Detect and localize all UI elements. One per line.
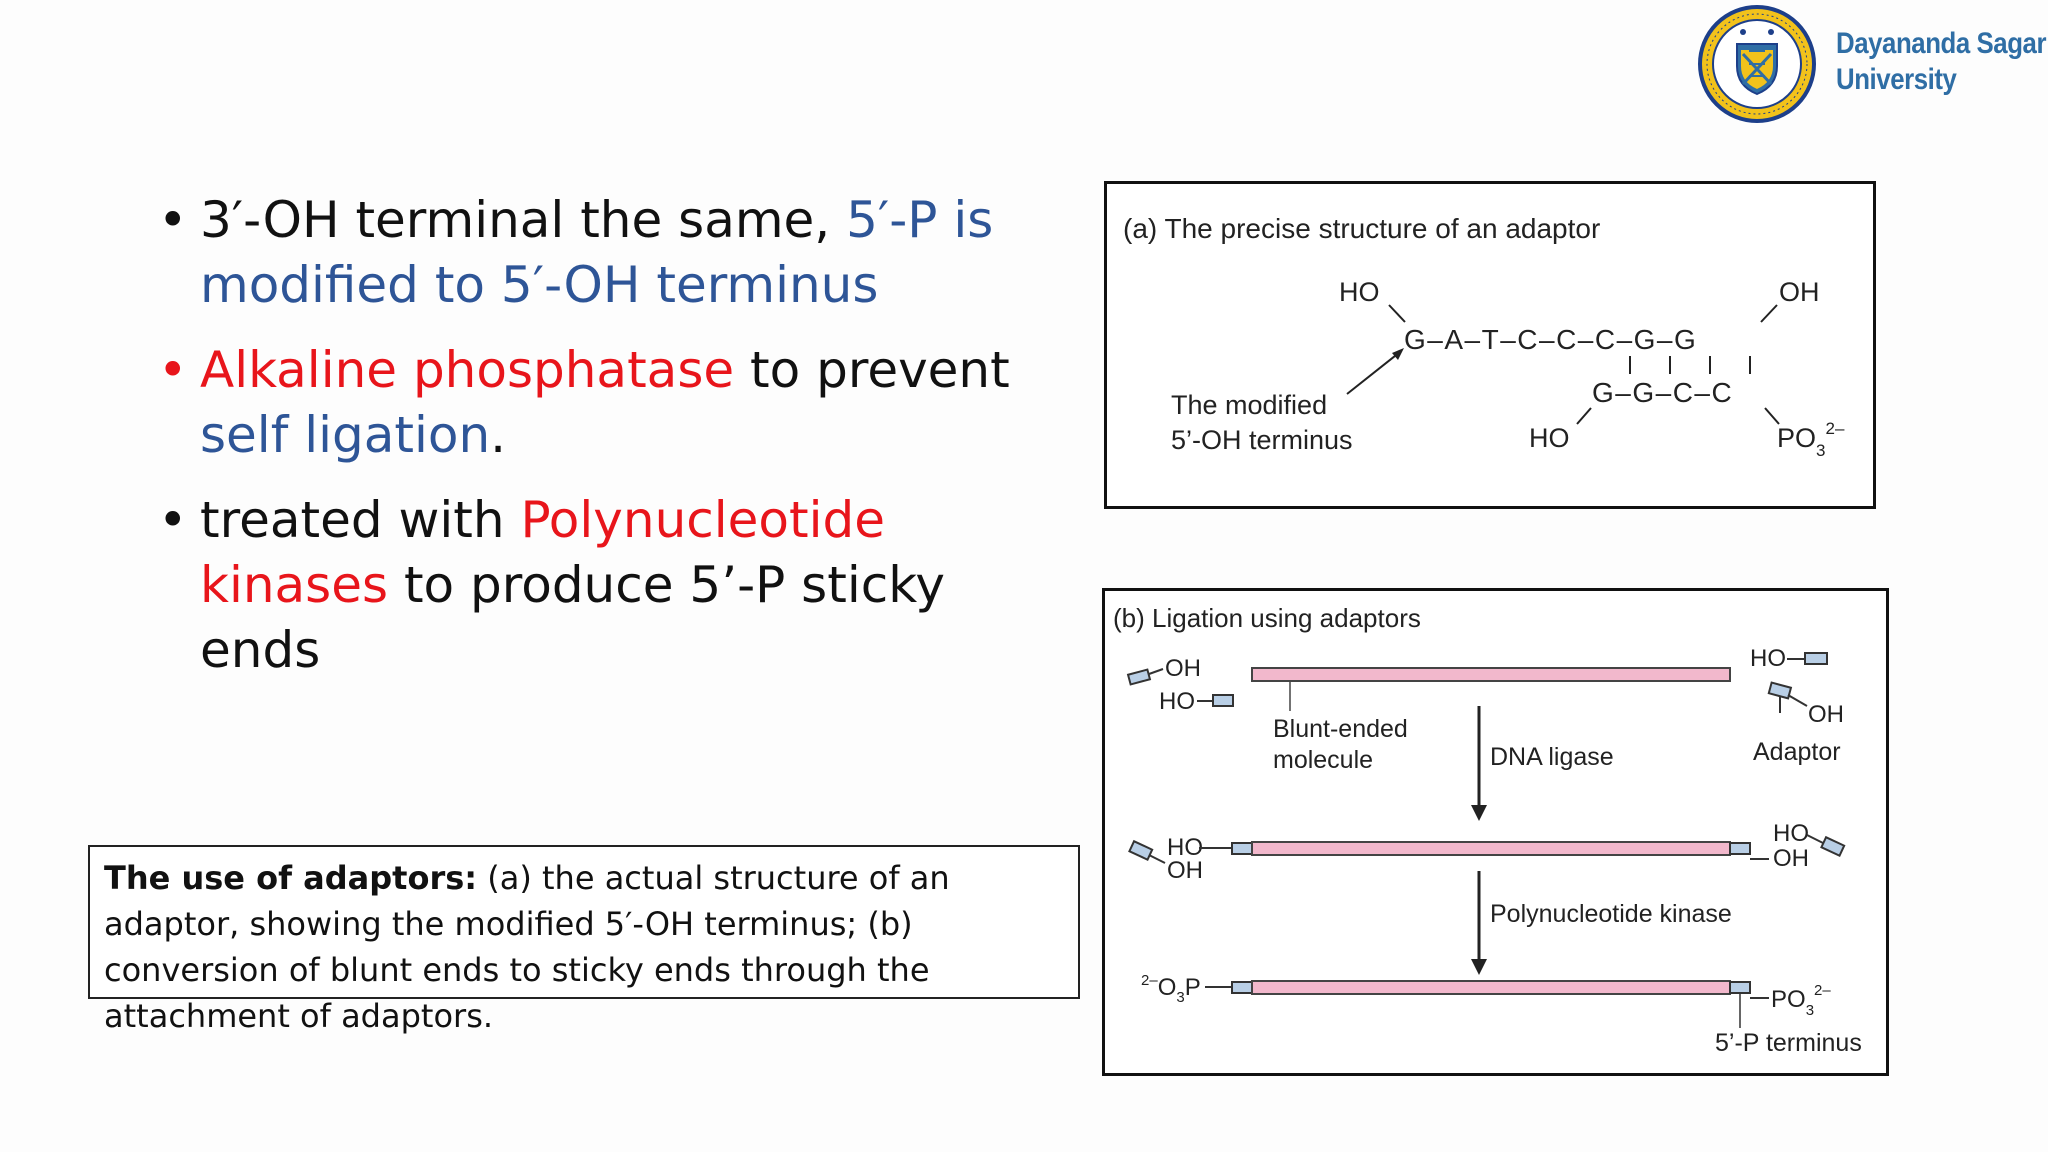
bullet-text: 3′-OH terminal the same, xyxy=(200,191,847,249)
bond-line xyxy=(1389,305,1405,322)
bullet-text: treated with xyxy=(200,491,521,549)
adaptor-block xyxy=(1730,982,1750,993)
bond-line xyxy=(1577,408,1591,424)
adaptor-block xyxy=(1232,843,1252,854)
adaptor-label: Adaptor xyxy=(1753,738,1841,766)
pointer-arrow xyxy=(1347,352,1400,394)
oh-label: OH xyxy=(1808,701,1844,728)
bond-line xyxy=(1761,305,1777,322)
bullet-text: to prevent xyxy=(734,341,1010,399)
adaptor-block xyxy=(1232,982,1252,993)
top-strand-sequence: G–A–T–C–C–C–G–G xyxy=(1404,324,1698,355)
polynucleotide-kinase-label: Polynucleotide kinase xyxy=(1490,900,1732,928)
university-seal-icon xyxy=(1697,4,1817,124)
note-line1: The modified xyxy=(1171,390,1328,420)
oh-label: OH xyxy=(1773,845,1809,872)
arrow-down-icon xyxy=(1471,959,1487,975)
po3-label: $PO_3^{2-}$ xyxy=(1771,982,1831,1019)
adaptor-block xyxy=(1730,843,1750,854)
university-name xyxy=(1836,26,2046,98)
adaptor-icon xyxy=(1197,695,1233,706)
bullet-text-highlight: Polynucleotide kinases xyxy=(200,491,885,614)
figure-b-title: (b) Ligation using adaptors xyxy=(1113,603,1421,633)
ho-label: HO xyxy=(1773,820,1809,847)
arrow-down-icon xyxy=(1471,805,1487,821)
bullet-list xyxy=(158,188,1038,703)
caption-text: (a) the actual structure of an adaptor, showing the modified 5′-OH terminus; (b) conversion of blunt ends to sticky ends through the attachment of adaptors. xyxy=(104,859,950,1035)
bullet-text-highlight: Alkaline phosphatase xyxy=(200,341,735,399)
note-line2: 5’-OH terminus xyxy=(1171,425,1353,455)
blunt-label-line2: molecule xyxy=(1273,746,1374,774)
adaptor-icon xyxy=(1128,669,1163,684)
adaptor-icon xyxy=(1787,653,1827,664)
university-name-line2: University xyxy=(1836,63,1957,96)
oh-label: OH xyxy=(1167,857,1203,884)
ligated-dna xyxy=(1252,842,1730,855)
adaptor-icon xyxy=(1769,683,1807,713)
adaptor-icon xyxy=(1807,835,1844,856)
5p-terminus-label: 5’-P terminus xyxy=(1715,1029,1862,1057)
figure-b-diagram xyxy=(1105,591,1886,1073)
bullet-dot: • xyxy=(158,341,188,399)
blunt-ended-dna xyxy=(1252,668,1730,681)
bullet-text: to produce 5’-P sticky ends xyxy=(200,556,945,679)
ho-label: HO xyxy=(1159,688,1195,715)
university-name-line1: Dayananda Sagar xyxy=(1836,27,2047,60)
phosphorylated-dna xyxy=(1252,981,1730,994)
figure-a-diagram xyxy=(1107,184,1873,506)
figure-b-ligation-using-adaptors xyxy=(1102,588,1889,1076)
bullet-item xyxy=(158,188,1038,318)
bullet-dot: • xyxy=(158,191,188,249)
o3p-label: $^{2-}O_3P$ xyxy=(1141,972,1201,1006)
oh-label: OH xyxy=(1165,655,1201,682)
ho-label-bottom: HO xyxy=(1529,423,1570,453)
bottom-strand-sequence: G–G–C–C xyxy=(1592,377,1734,408)
po3-label: $PO_3^{2-}$ xyxy=(1777,419,1845,460)
caption-bold: The use of adaptors: xyxy=(104,859,478,897)
figure-caption xyxy=(88,845,1080,1035)
bullet-dot: • xyxy=(158,491,188,549)
ho-label: HO xyxy=(1750,645,1786,672)
arrowhead-icon xyxy=(1392,348,1404,360)
ho-label: HO xyxy=(1167,834,1203,861)
bullet-item xyxy=(158,488,1038,683)
oh-label-top: OH xyxy=(1779,277,1820,307)
bullet-text-highlight: self ligation xyxy=(200,406,491,464)
bullet-item xyxy=(158,338,1038,468)
base-pair-lines xyxy=(1630,356,1750,374)
figure-a-title: (a) The precise structure of an adaptor xyxy=(1123,213,1601,244)
dna-ligase-label: DNA ligase xyxy=(1490,743,1614,771)
blunt-label-line1: Blunt-ended xyxy=(1273,715,1408,743)
ho-label-top: HO xyxy=(1339,277,1380,307)
bullet-text: . xyxy=(490,406,507,464)
bullet-text-highlight: 5′-P is modified to 5′-OH terminus xyxy=(200,191,994,314)
bond-line xyxy=(1765,408,1779,424)
figure-a-adaptor-structure xyxy=(1104,181,1876,509)
adaptor-icon xyxy=(1129,841,1165,863)
